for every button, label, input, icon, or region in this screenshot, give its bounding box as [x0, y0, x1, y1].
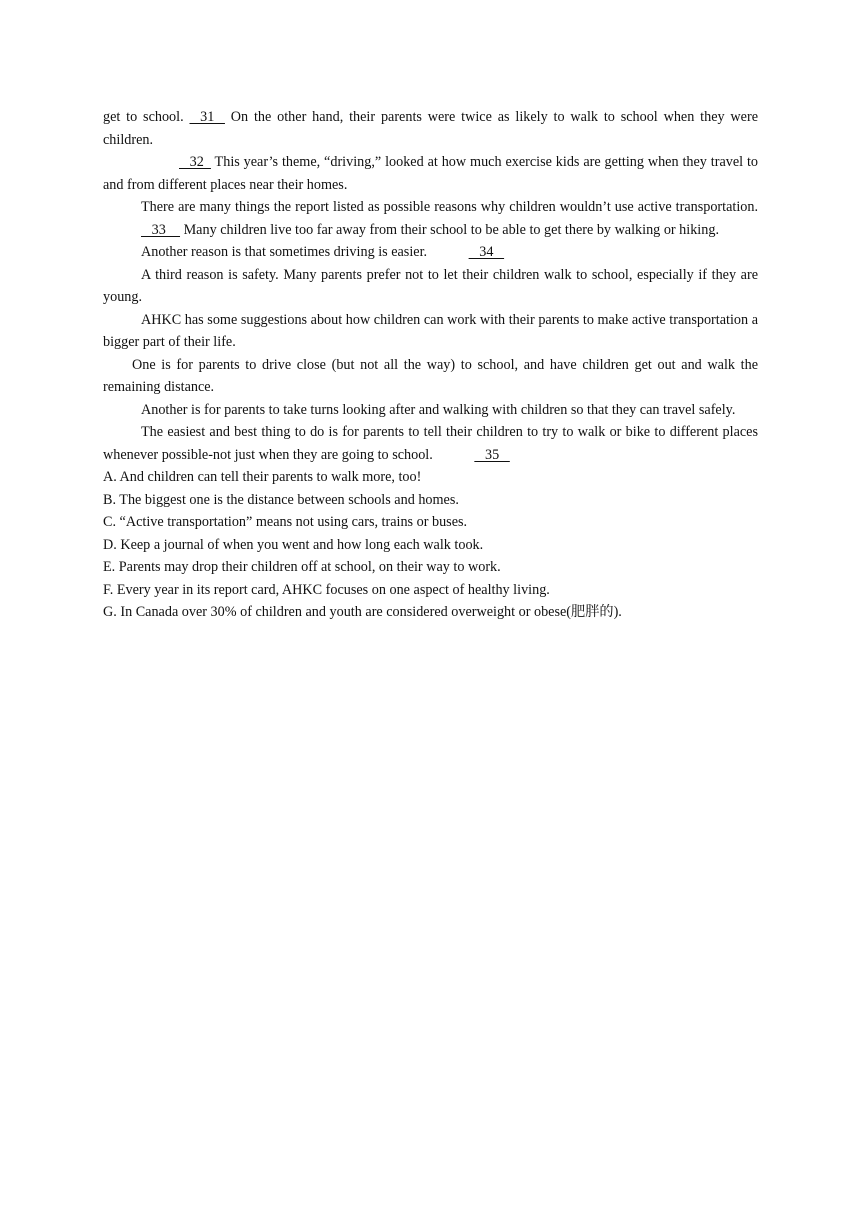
paragraph-text: get to school.	[103, 109, 190, 125]
paragraph-7: One is for parents to drive close (but not all the way) to school, and have children get out and walk the remaining distance.	[103, 356, 758, 395]
passage-container	[103, 106, 758, 624]
option-b: B. The biggest one is the distance between schools and homes.	[103, 491, 459, 508]
paragraph-text: This year’s theme, “driving,” looked at how much exercise kids are getting when they travel to and from different places near their homes.	[103, 154, 758, 193]
paragraph-text: Another reason is that sometimes driving is easier.	[141, 244, 431, 260]
paragraph-6: AHKC has some suggestions about how children can work with their parents to make active transportation a bigger part of their life.	[103, 311, 758, 350]
blank-31: 31	[189, 109, 225, 125]
answer-options	[103, 466, 758, 624]
blank-34: 34	[468, 244, 505, 260]
paragraph-5: A third reason is safety. Many parents prefer not to let their children walk to school, especially if they are young.	[103, 266, 758, 305]
paragraph-9	[103, 421, 758, 466]
paragraph-1	[103, 106, 758, 151]
blank-32: 32	[179, 154, 211, 170]
blank-33: 33	[141, 221, 181, 238]
paragraph-3	[103, 196, 758, 241]
blank-35: 35	[474, 446, 510, 463]
option-g: G. In Canada over 30% of children and youth are considered overweight or obese(肥胖的).	[103, 604, 622, 620]
paragraph-8: Another is for parents to take turns looking after and walking with children so that they can travel safely.	[141, 401, 736, 418]
option-d: D. Keep a journal of when you went and how long each walk took.	[103, 536, 484, 553]
option-e: E. Parents may drop their children off at school, on their way to work.	[103, 559, 501, 575]
paragraph-text: There are many things the report listed as possible reasons why children wouldn’t use active transportation.	[141, 199, 758, 215]
option-c: C. “Active transportation” means not using cars, trains or buses.	[103, 514, 468, 530]
option-a: A. And children can tell their parents to walk more, too!	[103, 469, 422, 485]
paragraph-text: The easiest and best thing to do is for parents to tell their children to try to walk or bike to different places whenever possible-not just when they are going to school.	[103, 424, 758, 463]
paragraph-text: Many children live too far away from their school to be able to get there by walking or hiking.	[180, 221, 719, 238]
paragraph-4	[103, 241, 758, 264]
paragraph-text: On the other hand, their parents were twice as likely to walk to school when they were children.	[103, 109, 758, 148]
option-f: F. Every year in its report card, AHKC focuses on one aspect of healthy living.	[103, 581, 550, 598]
paragraph-2	[103, 151, 758, 196]
